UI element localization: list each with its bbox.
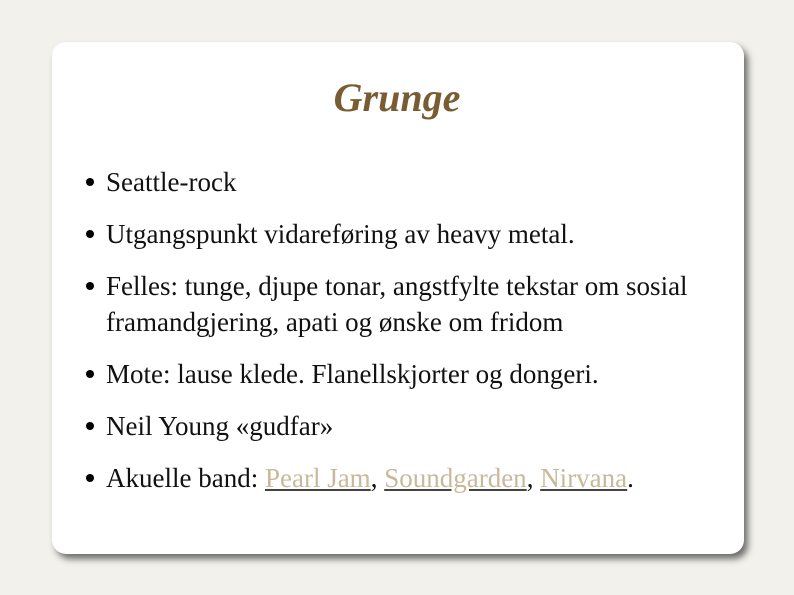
bullet-text: Felles: tunge, djupe tonar, angstfylte tekstar om sosial framandgjering, apati og ønske om fridom: [106, 271, 688, 337]
bullet-dot-icon: [86, 474, 94, 482]
bands-separator: ,: [370, 463, 385, 493]
bullet-dot-icon: [86, 370, 94, 378]
link-pearl-jam[interactable]: Pearl Jam: [264, 463, 371, 493]
bullet-text: Neil Young «gudfar»: [106, 411, 334, 441]
bullet-text: Utgangspunkt vidareføring av heavy metal.: [106, 219, 575, 249]
bands-prefix: Akuelle band:: [106, 463, 265, 493]
link-soundgarden[interactable]: Soundgarden: [384, 463, 527, 493]
link-nirvana[interactable]: Nirvana: [540, 463, 628, 493]
bullet-item-bands: [86, 460, 716, 496]
bullet-text: Seattle-rock: [106, 167, 237, 197]
slide-title: Grunge: [333, 75, 461, 120]
bullet-dot-icon: [86, 178, 94, 186]
bands-suffix: .: [627, 463, 634, 493]
bullet-item: [86, 268, 716, 340]
bullet-dot-icon: [86, 230, 94, 238]
bullet-dot-icon: [86, 282, 94, 290]
bullet-dot-icon: [86, 422, 94, 430]
bands-separator: ,: [526, 463, 541, 493]
bullet-item: [86, 356, 716, 392]
bullet-list: [86, 164, 716, 512]
bullet-item: [86, 164, 716, 200]
bullet-item: [86, 216, 716, 252]
bullet-item: [86, 408, 716, 444]
bullet-text: Mote: lause klede. Flanellskjorter og dongeri.: [106, 359, 599, 389]
